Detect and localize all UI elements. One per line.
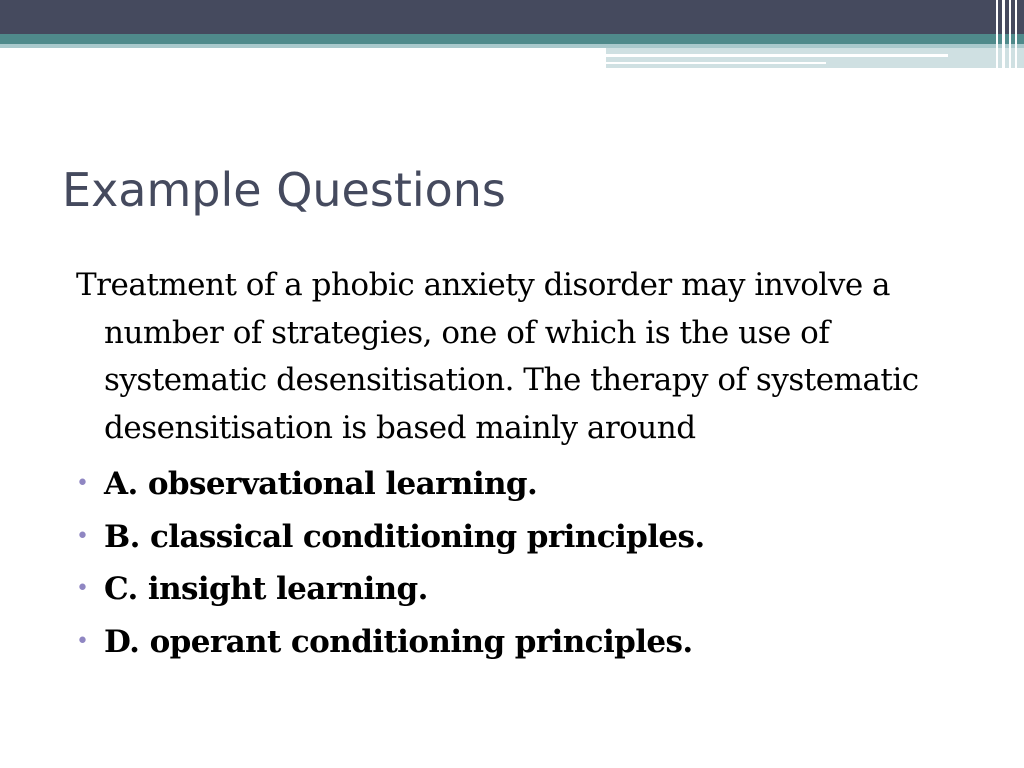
header-band-dark xyxy=(0,0,1024,34)
answer-option-a xyxy=(76,458,956,511)
bullet-icon: • xyxy=(76,523,89,549)
bullet-icon: • xyxy=(76,628,89,654)
slide-title: Example Questions xyxy=(62,163,506,217)
answer-option-label: D. operant conditioning principles. xyxy=(104,623,693,660)
answer-option-label: A. observational learning. xyxy=(104,466,538,503)
answer-option-b xyxy=(76,511,956,564)
header-accent-block xyxy=(606,48,1024,68)
answer-option-label: B. classical conditioning principles. xyxy=(104,518,705,555)
header-accent-line xyxy=(606,54,948,57)
bullet-icon: • xyxy=(76,471,89,497)
bullet-icon: • xyxy=(76,576,89,602)
header-accent-line xyxy=(606,62,826,64)
answer-option-d xyxy=(76,616,956,669)
answer-options xyxy=(76,458,956,668)
header-band-teal xyxy=(0,34,1024,44)
answer-option-label: C. insight learning. xyxy=(104,571,428,608)
slide-body xyxy=(76,262,956,668)
header-stripes xyxy=(990,0,1024,68)
answer-option-c xyxy=(76,563,956,616)
question-text: Treatment of a phobic anxiety disorder may involve a number of strategies, one of which is the use of systematic desensitisation. The therapy of systematic desensitisation is based mainly around xyxy=(76,267,919,446)
